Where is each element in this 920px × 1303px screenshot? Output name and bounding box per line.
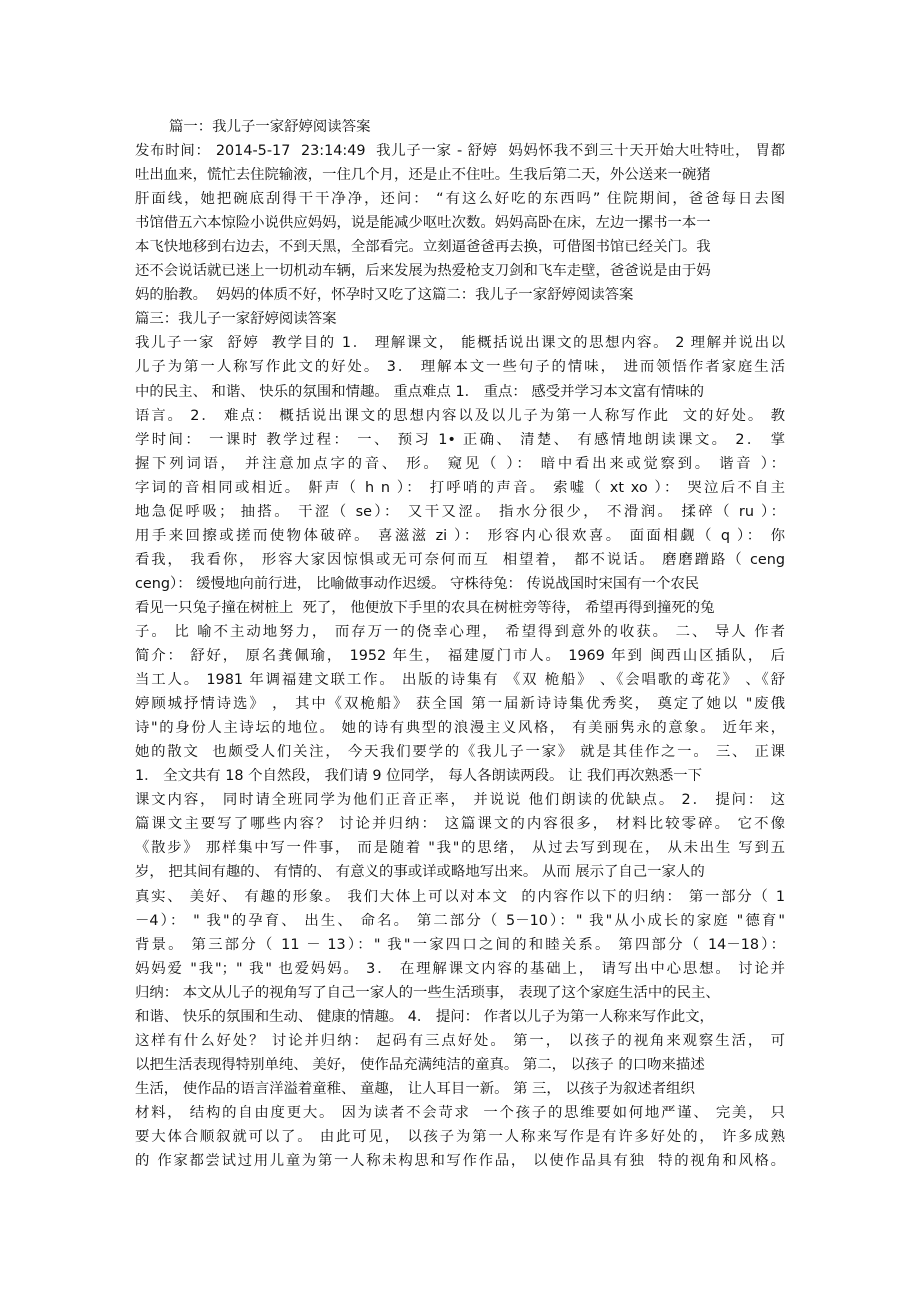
text-line: 和谐、 快乐的氛围和生动、 健康的情趣。 4． 提问： 作者以儿子为第一人称来写作此文，: [135, 1008, 714, 1025]
section-heading: 篇一：我儿子一家舒婷阅读答案: [169, 119, 371, 135]
text-line: 看见一只兔子撞在树桩上 死了， 他便放下手里的农具在树桩旁等待， 希望再得到撞死的兔: [135, 599, 715, 616]
text-line: 材料， 结构的自由度更大。 因为读者不会苛求 一个孩子的思维要如何地严谨、 完美， 只: [135, 1104, 785, 1121]
text-line: 岁， 把其间有趣的、 有情的、 有意义的事或详或略地写出来。 从而 展示了自己一家人的: [135, 864, 705, 881]
text-line: 看我， 我看你， 形容大家因惊惧或无可奈何而互 相望着， 都不说话。 磨磨蹭路（ ceng: [135, 551, 785, 568]
text-line: ceng）： 缓慢地向前行进， 比喻做事动作迟缓。 守株待兔： 传说战国时宋国有一个农民: [135, 575, 700, 592]
text-line: 语言。 2． 难点： 概括说出课文的思想内容以及以儿子为第一人称写作此 文的好处。 教: [135, 407, 785, 424]
text-line: 要大体合顺叙就可以了。 由此可见， 以孩子为第一人称来写作是有许多好处的， 许多成熟: [135, 1128, 785, 1145]
text-line: 书馆借五六本惊险小说供应妈妈，说是能减少呕吐次数。妈妈高卧在床，左边一摞书一本一: [135, 215, 711, 232]
text-line: 简介： 舒好， 原名龚佩瑜， 1952 年生， 福建厦门市人。 1969 年到 闽西山区插队， 后: [135, 648, 785, 665]
text-line: 妈的胎教。 妈妈的体质不好，怀孕时又吃了这篇二：我儿子一家舒婷阅读答案: [135, 287, 634, 304]
text-line: 儿子为第一人称写作此文的好处。 3． 理解本文一些句子的情味， 进而领悟作者家庭生活: [135, 359, 785, 376]
text-line: 子。 比 喻不主动地努力， 而存万一的侥幸心理， 希望得到意外的收获。 二、 导人 作者: [135, 623, 785, 640]
text-line: 课文内容， 同时请全班同学为他们正音正率， 并说说 他们朗读的优缺点。 2． 提问： 这: [135, 792, 785, 809]
text-line: 以把生活表现得特别单纯、 美好， 使作品充满纯洁的童真。 第二， 以孩子 的口吻来描述: [135, 1056, 705, 1073]
text-line: 握下列词语， 并注意加点字的音、 形。 窥见（ ）： 暗中看出来或觉察到。 谐音 ）：: [135, 455, 785, 472]
text-line: 《散步》 那样集中写一件事， 而是随着 "我"的思绪， 从过去写到现在， 从未出生 写到五: [135, 840, 785, 857]
text-line: 字词的音相同或相近。 鼾声（ h n ）： 打呼哨的声音。 索嘘（ xt xo ）： 哭泣后不自主: [135, 479, 785, 496]
document-body: [135, 115, 785, 1173]
section-heading: 篇三：我儿子一家舒婷阅读答案: [135, 311, 337, 328]
text-line: 的 作家都尝试过用儿童为第一人称未构思和写作作品， 以使作品具有独 特的视角和风格。: [135, 1153, 785, 1170]
text-line: 妈妈爱 "我"；" 我" 也爱妈妈。 3． 在理解课文内容的基础上， 请写出中心思想。 讨论并: [135, 960, 785, 977]
text-line: 她的散文 也颇受人们关注， 今天我们要学的《我儿子一家》 就是其佳作之一。 三、 正课: [135, 744, 785, 761]
text-line: 归纳： 本文从儿子的视角写了自己一家人的一些生活琐事， 表现了这个家庭生活中的民主、: [135, 984, 720, 1001]
text-line: 中的民主、 和谐、 快乐的氛围和情趣。 重点难点 1． 重点： 感受并学习本文富有情味的: [135, 383, 705, 400]
text-line: 发布时间： 2014-5-17 23:14:49 我儿子一家 - 舒婷 妈妈怀我不到三十天开始大吐特吐， 胃都: [135, 143, 785, 160]
text-line: 诗"的身份人主诗坛的地位。 她的诗有典型的浪漫主义风格， 有美丽隽永的意象。 近年来，: [135, 720, 785, 737]
text-line: 本飞快地移到右边去，不到天黑，全部看完。立刻逼爸爸再去换，可借图书馆已经关门。我: [135, 239, 711, 256]
text-line: 学时间： 一课时 教学过程： 一、 预习 1• 正确、 清楚、 有感情地朗读课文。 2． 掌: [135, 431, 785, 448]
text-line: 肝面线，她把碗底刮得干干净净，还问： “有这么好吃的东西吗” 住院期间，爸爸每日去图: [135, 191, 785, 208]
text-line: 生活， 使作品的语言洋溢着童稚、 童趣， 让人耳目一新。 第 三， 以孩子为叙述者组织: [135, 1080, 695, 1097]
text-line: 婷顾城抒情诗选》 ， 其中《双桅船》 获全国 第一届新诗诗集优秀奖， 奠定了她以 "废俄: [135, 696, 785, 713]
text-line: 真实、 美好、 有趣的形象。 我们大体上可以对本文 的内容作以下的归纳： 第一部分（ 1: [135, 888, 785, 905]
text-line: 我儿子一家 舒婷 教学目的 1． 理解课文， 能概括说出课文的思想内容。 2 理解并说出以: [135, 335, 785, 352]
text-line: 这样有什么好处？ 讨论并归纳： 起码有三点好处。 第一， 以孩子的视角来观察生活， 可: [135, 1032, 785, 1049]
text-line: －4）： " 我"的孕育、 出生、 命名。 第二部分（ 5－10）：" 我"从小成长的家庭 "德育": [135, 912, 785, 929]
text-line: 还不会说话就已迷上一切机动车辆，后来发展为热爱枪支刀剑和飞车走壁，爸爸说是由于妈: [135, 263, 711, 280]
text-line: 1． 全文共有 18 个自然段， 我们请 9 位同学， 每人各朗读两段。 让 我们再次熟悉一下: [135, 768, 703, 785]
text-line: 用手来回擦或搓而使物体破碎。 喜滋滋 zi ）： 形容内心很欢喜。 面面相觑（ q ）： 你: [135, 527, 785, 544]
text-line: 背景。 第三部分（ 11 － 13）：" 我"一家四口之间的和睦关系。 第四部分（ 14－18）：: [135, 936, 785, 953]
text-line: 篇课文主要写了哪些内容？ 讨论并归纳： 这篇课文的内容很多， 材料比较零碎。 它不像: [135, 816, 785, 833]
text-line: 当工人。 1981 年调福建文联工作。 出版的诗集有 《双 桅船》 、《会唱歌的鸢花》 、《舒: [135, 672, 785, 689]
text-line: 吐出血来，慌忙去住院输液，一住几个月，还是止不住吐。生我后第二天，外公送来一碗猪: [135, 167, 711, 184]
text-line: 地急促呼吸； 抽搭。 干涩（ se）： 又干又涩。 指水分很少， 不滑润。 揉碎（ ru ）：: [135, 503, 785, 520]
